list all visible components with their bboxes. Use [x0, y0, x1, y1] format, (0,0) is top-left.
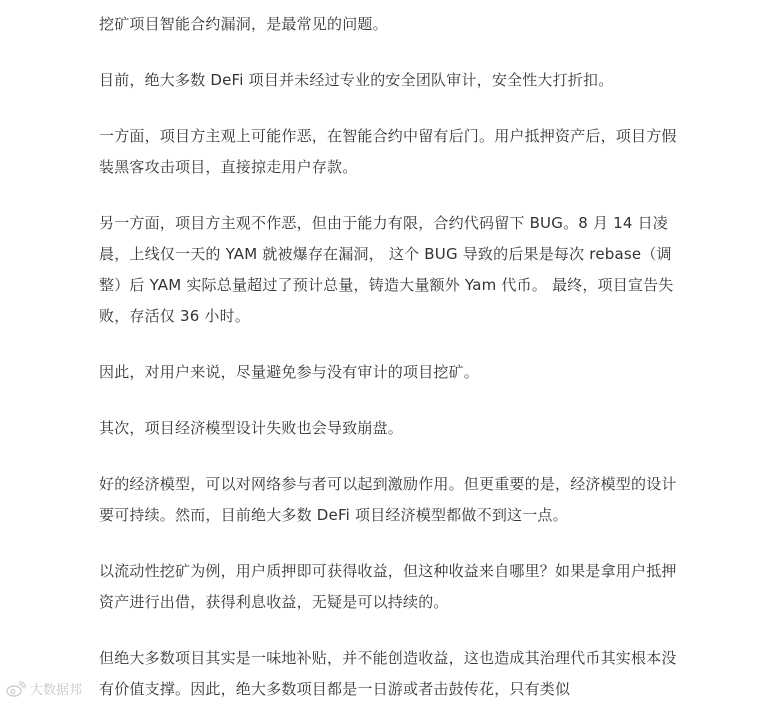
weibo-logo-icon — [6, 681, 26, 697]
watermark-text: 大数据邦 — [30, 683, 83, 698]
paragraph: 挖矿项目智能合约漏洞，是最常见的问题。 — [99, 15, 388, 33]
paragraph: 以流动性挖矿为例，用户质押即可获得收益，但这种收益来自哪里？如果是拿用户抵押资产进行出借，获得利息收益，无疑是可以持续的。 — [99, 562, 677, 611]
paragraph: 一方面，项目方主观上可能作恶，在智能合约中留有后门。用户抵押资产后，项目方假装黑客攻击项目，直接掠走用户存款。 — [99, 127, 677, 176]
paragraph: 好的经济模型，可以对网络参与者可以起到激励作用。但更重要的是，经济模型的设计要可持续。然而，目前绝大多数 DeFi 项目经济模型都做不到这一点。 — [99, 475, 677, 524]
paragraph: 目前，绝大多数 DeFi 项目并未经过专业的安全团队审计，安全性大打折扣。 — [99, 71, 614, 89]
article-body — [99, 9, 681, 702]
watermark — [6, 679, 82, 698]
paragraph: 另一方面，项目方主观不作恶，但由于能力有限，合约代码留下 BUG。8 月 14 日凌晨，上线仅一天的 YAM 就被爆存在漏洞， 这个 BUG 导致的后果是每次 rebase（调整）后 YAM 实际总量超过了预计总量，铸造大量额外 Yam 代币。 最终，项目宣告失败，存活仅 36 小时。 — [99, 214, 674, 325]
paragraph: 因此，对用户来说，尽量避免参与没有审计的项目挖矿。 — [99, 363, 480, 381]
paragraph: 其次，项目经济模型设计失败也会导致崩盘。 — [99, 419, 404, 437]
paragraph: 但绝大多数项目其实是一味地补贴，并不能创造收益，这也造成其治理代币其实根本没有价值支撑。因此，绝大多数项目都是一日游或者击鼓传花，只有类似 — [99, 649, 677, 698]
